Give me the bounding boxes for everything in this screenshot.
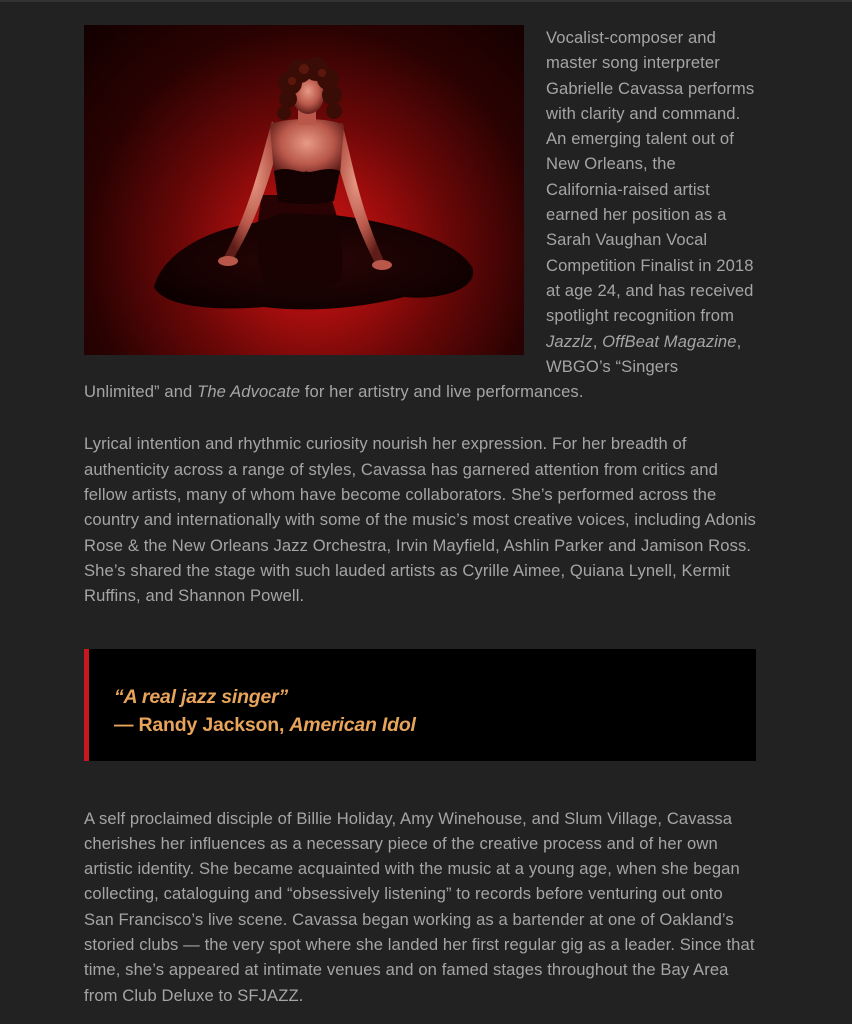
publication-offbeat: OffBeat Magazine [602,331,737,351]
intro-text-b: , WBGO’s “Singers Unlimited” and [84,331,742,402]
bio-paragraph-collaborators: Lyrical intention and rhythmic curiosity nourish her expression. For her breadth of authenticity across a range of styles, Cavassa has garnered attention from critics and fellow artists, many of whom have become collaborators. She’s performed across the country and internationally with some of the music’s most creative voices, including Adonis Rose & the New Orleans Jazz Orchestra, Irvin Mayfield, Ashlin Parker and Jamison Ross. She’s shared the stage with such lauded artists as Cyrille Aimee, Quiana Lynell, Kermit Ruffins, and Shannon Powell. [84,434,756,606]
bio-paragraph-influences: A self proclaimed disciple of Billie Holiday, Amy Winehouse, and Slum Village, Cavassa cherishes her influences as a necessary piece of the creative process and of her own artistic identity. She became acquainted with the music at a young age, when she began collecting, cataloguing and “obsessively listening” to records before venturing out onto San Francisco’s live scene. Cavassa began working as a bartender at one of Oakland’s storied clubs — the very spot where she landed her first regular gig as a leader. Since that time, she’s appeared at intimate venues and on famed stages throughout the Bay Area from Club Deluxe to SFJAZZ. [84,808,755,1005]
intro-text-c: for her artistry and live performances. [300,382,584,402]
bio-article [84,25,756,1008]
publication-jazzlz: Jazzlz [546,331,593,351]
attribution-source: American Idol [289,713,416,736]
pull-quote-attribution [114,711,756,739]
intro-text-a: Vocalist-composer and master song interpreter Gabrielle Cavassa performs with clarity and command. An emerging talent out of New Orleans, the California-raised artist earned her position as a Sarah Vaughan Vocal Competition Finalist in 2018 at age 24, and has received spotlight recognition from [546,28,755,326]
intro-separator: , [592,331,603,351]
pull-quote-text: “A real jazz singer” [114,685,289,708]
artist-photo-illustration [84,25,524,355]
artist-photo [84,25,524,355]
pull-quote [84,649,756,761]
publication-advocate: The Advocate [197,382,301,402]
top-divider [0,0,852,2]
attribution-prefix: — Randy Jackson, [114,713,290,736]
